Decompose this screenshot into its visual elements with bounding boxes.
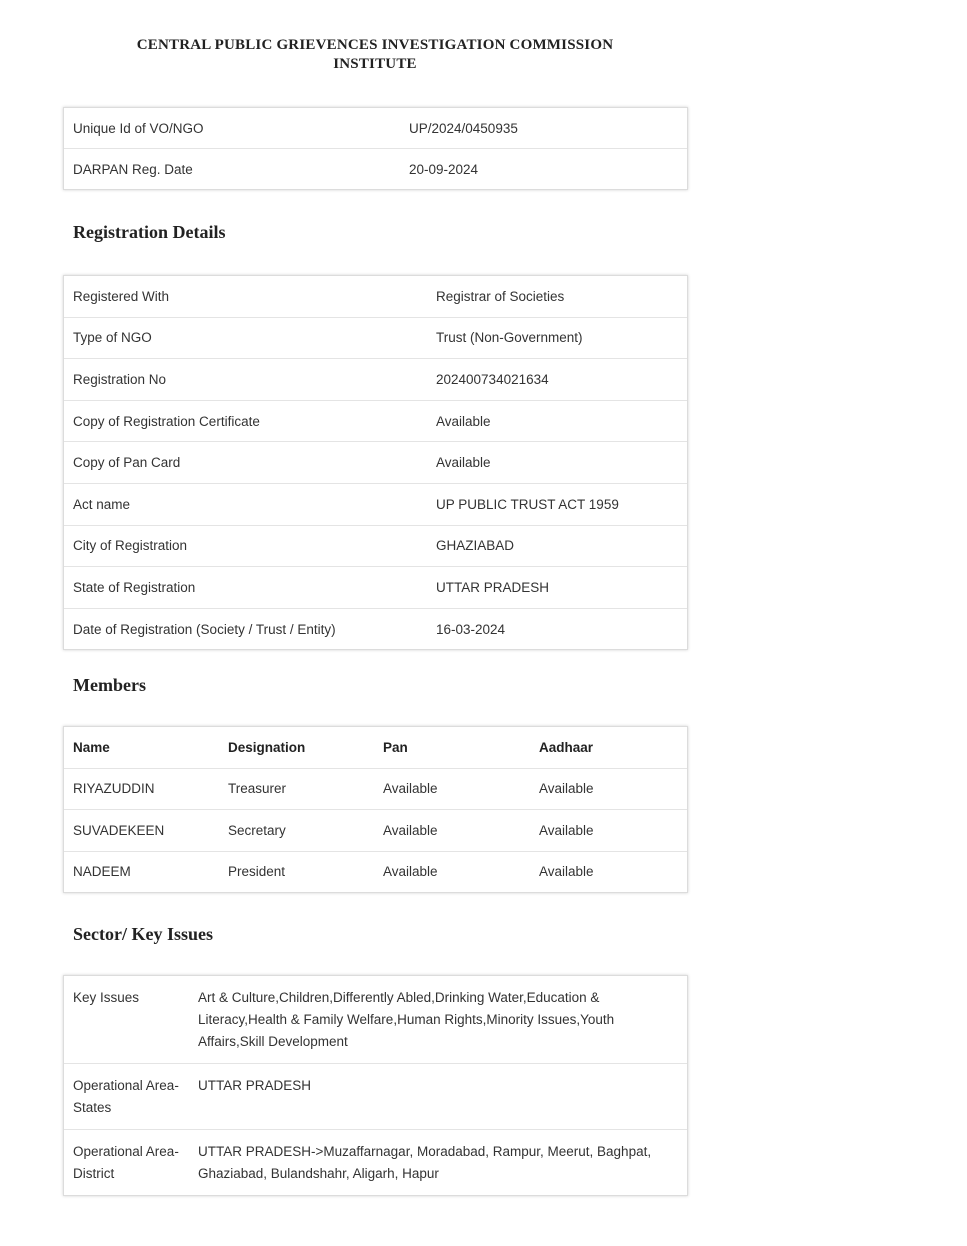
row-value: Available: [436, 455, 491, 471]
table-row: [64, 149, 687, 189]
members-table: [63, 726, 688, 893]
member-aadhaar: Available: [539, 864, 594, 880]
row-value: Trust (Non-Government): [436, 330, 583, 346]
column-header: Pan: [383, 739, 408, 755]
row-value: Registrar of Societies: [436, 288, 565, 304]
row-label: Registered With: [73, 288, 170, 304]
row-value: UP/2024/0450935: [409, 120, 518, 136]
row-value: UP PUBLIC TRUST ACT 1959: [436, 496, 619, 512]
table-row: [64, 108, 687, 149]
row-value: UTTAR PRADESH: [198, 1078, 312, 1093]
member-aadhaar: Available: [539, 822, 594, 838]
row-value: UTTAR PRADESH->Muzaffarnagar, Moradabad, Rampur, Meerut, Baghpat, Ghaziabad, Bulandshahr, Aligarh, Hapur: [198, 1144, 652, 1181]
document-title: [60, 36, 690, 74]
table-row: [64, 769, 687, 811]
member-name: NADEEM: [73, 864, 131, 880]
table-row: [64, 567, 687, 609]
row-value: Art & Culture,Children,Differently Abled,Drinking Water,Education & Literacy,Health & Family Welfare,Human Rights,Minority Issues,Youth Affairs,Skill Development: [198, 990, 615, 1049]
table-row: [64, 276, 687, 318]
row-label: Unique Id of VO/NGO: [73, 120, 204, 136]
table-row: [64, 318, 687, 360]
member-aadhaar: Available: [539, 781, 594, 797]
table-row: [64, 976, 687, 1064]
sector-table: [63, 975, 688, 1196]
title-line-2: INSTITUTE: [333, 56, 417, 72]
row-value: Available: [436, 413, 491, 429]
member-designation: President: [228, 864, 286, 880]
column-header: Aadhaar: [539, 739, 594, 755]
table-row: [64, 810, 687, 852]
member-pan: Available: [383, 822, 438, 838]
column-header: Name: [73, 739, 110, 755]
row-label: City of Registration: [73, 538, 188, 554]
table-row: [64, 609, 687, 650]
table-row: [64, 1064, 687, 1130]
row-value: UTTAR PRADESH: [436, 579, 550, 595]
title-line-1: CENTRAL PUBLIC GRIEVENCES INVESTIGATION COMMISSION: [136, 37, 614, 53]
row-value: 20-09-2024: [409, 161, 479, 177]
row-label: Operational Area-States: [73, 1078, 179, 1115]
sector-heading: Sector/ Key Issues: [73, 924, 213, 944]
row-label: State of Registration: [73, 579, 196, 595]
members-heading: Members: [73, 675, 146, 695]
row-label: Date of Registration (Society / Trust / Entity): [73, 621, 336, 637]
member-name: SUVADEKEEN: [73, 822, 165, 838]
member-pan: Available: [383, 781, 438, 797]
member-designation: Treasurer: [228, 781, 287, 797]
member-designation: Secretary: [228, 822, 286, 838]
table-row: [64, 484, 687, 526]
row-label: Registration No: [73, 371, 167, 387]
row-label: Copy of Registration Certificate: [73, 413, 260, 429]
table-row: [64, 1130, 687, 1195]
id-info-table: [63, 107, 688, 190]
table-row: [64, 359, 687, 401]
row-value: 16-03-2024: [436, 621, 506, 637]
table-row: [64, 401, 687, 443]
registration-heading: Registration Details: [73, 222, 226, 242]
table-row: [64, 852, 687, 893]
registration-table: [63, 275, 688, 650]
row-value: 202400734021634: [436, 371, 549, 387]
row-label: Operational Area-District: [73, 1144, 179, 1181]
row-label: Key Issues: [73, 990, 140, 1005]
row-label: Copy of Pan Card: [73, 455, 181, 471]
row-label: Act name: [73, 496, 131, 512]
member-pan: Available: [383, 864, 438, 880]
row-value: GHAZIABAD: [436, 538, 515, 554]
member-name: RIYAZUDDIN: [73, 781, 155, 797]
row-label: DARPAN Reg. Date: [73, 161, 193, 177]
row-label: Type of NGO: [73, 330, 152, 346]
table-row: [64, 526, 687, 568]
table-row: [64, 442, 687, 484]
table-header-row: [64, 727, 687, 769]
column-header: Designation: [228, 739, 306, 755]
